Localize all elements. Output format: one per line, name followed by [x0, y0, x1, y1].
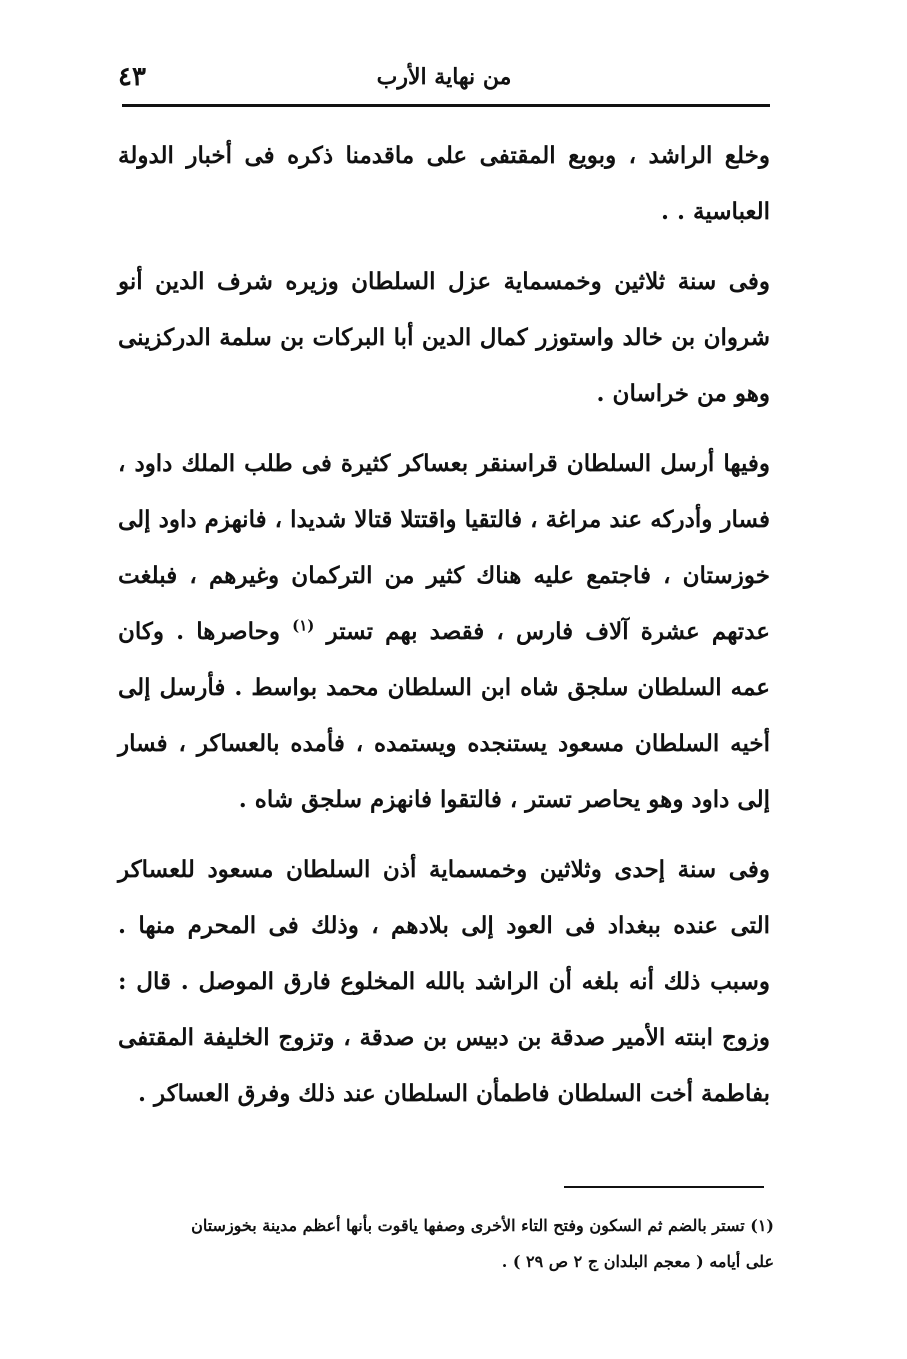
paragraph: وفى سنة إحدى وثلاثين وخمسماية أذن السلطان مسعود للعساكر التى عنده ببغداد فى العود إلى بلادهم ، وذلك فى المحرم منها . وسبب ذلك أنه بلغه أن الراشد بالله المخلوع فارق الموصل . قال : وزوج ابنته الأمير صدقة بن دبيس بن صدقة ، وتزوج الخليفة المقتفى بفاطمة أخت السلطان فاطمأن السلطان عند ذلك وفرق العساكر . [118, 856, 770, 1107]
running-title: من نهاية الأرب [376, 64, 512, 90]
header-rule [122, 104, 770, 107]
page-header [118, 56, 770, 100]
paragraph: وخلع الراشد ، وبويع المقتفى على ماقدمنا ذكره فى أخبار الدولة العباسية . . [118, 142, 770, 225]
footnote-reference: (١) [292, 616, 315, 635]
footnote-rule [564, 1186, 764, 1188]
paragraph-text: وفيها أرسل السلطان قراسنقر بعساكر كثيرة فى طلب الملك داود ، فسار وأدركه عند مراغة ، فالتقيا واقتتلا قتالا شديدا ، فانهزم داود إلى خوزستان ، فاجتمع عليه هناك كثير من التركمان وغيرهم ، فبلغت عدتهم عشرة آلاف فارس ، فقصد بهم تستر [118, 450, 771, 645]
paragraph: وفى سنة ثلاثين وخمسماية عزل السلطان وزيره شرف الدين أنو شروان بن خالد واستوزر كمال الدين أبا البركات بن سلمة الدركزينى وهو من خراسان . [118, 268, 770, 407]
page-number: ٤٣ [118, 62, 146, 92]
footnote-line: على أيامه ( معجم البلدان ج ٢ ص ٢٩ ) . [501, 1252, 774, 1271]
paragraph-text: وحاصرها . وكان عمه السلطان سلجق شاه ابن السلطان محمد بواسط . فأرسل إلى أخيه السلطان مسعود يستنجده ويستمده ، فأمده بالعساكر ، فسار إلى داود وهو يحاصر تستر ، فالتقوا فانهزم سلجق شاه . [118, 618, 770, 813]
paragraph [118, 436, 770, 828]
footnote-line: (١) تستر بالضم ثم السكون وفتح التاء الأخرى وصفها ياقوت بأنها أعظم مدينة بخوزستان [191, 1216, 774, 1235]
main-text [118, 128, 770, 1136]
footnote [112, 1208, 774, 1280]
